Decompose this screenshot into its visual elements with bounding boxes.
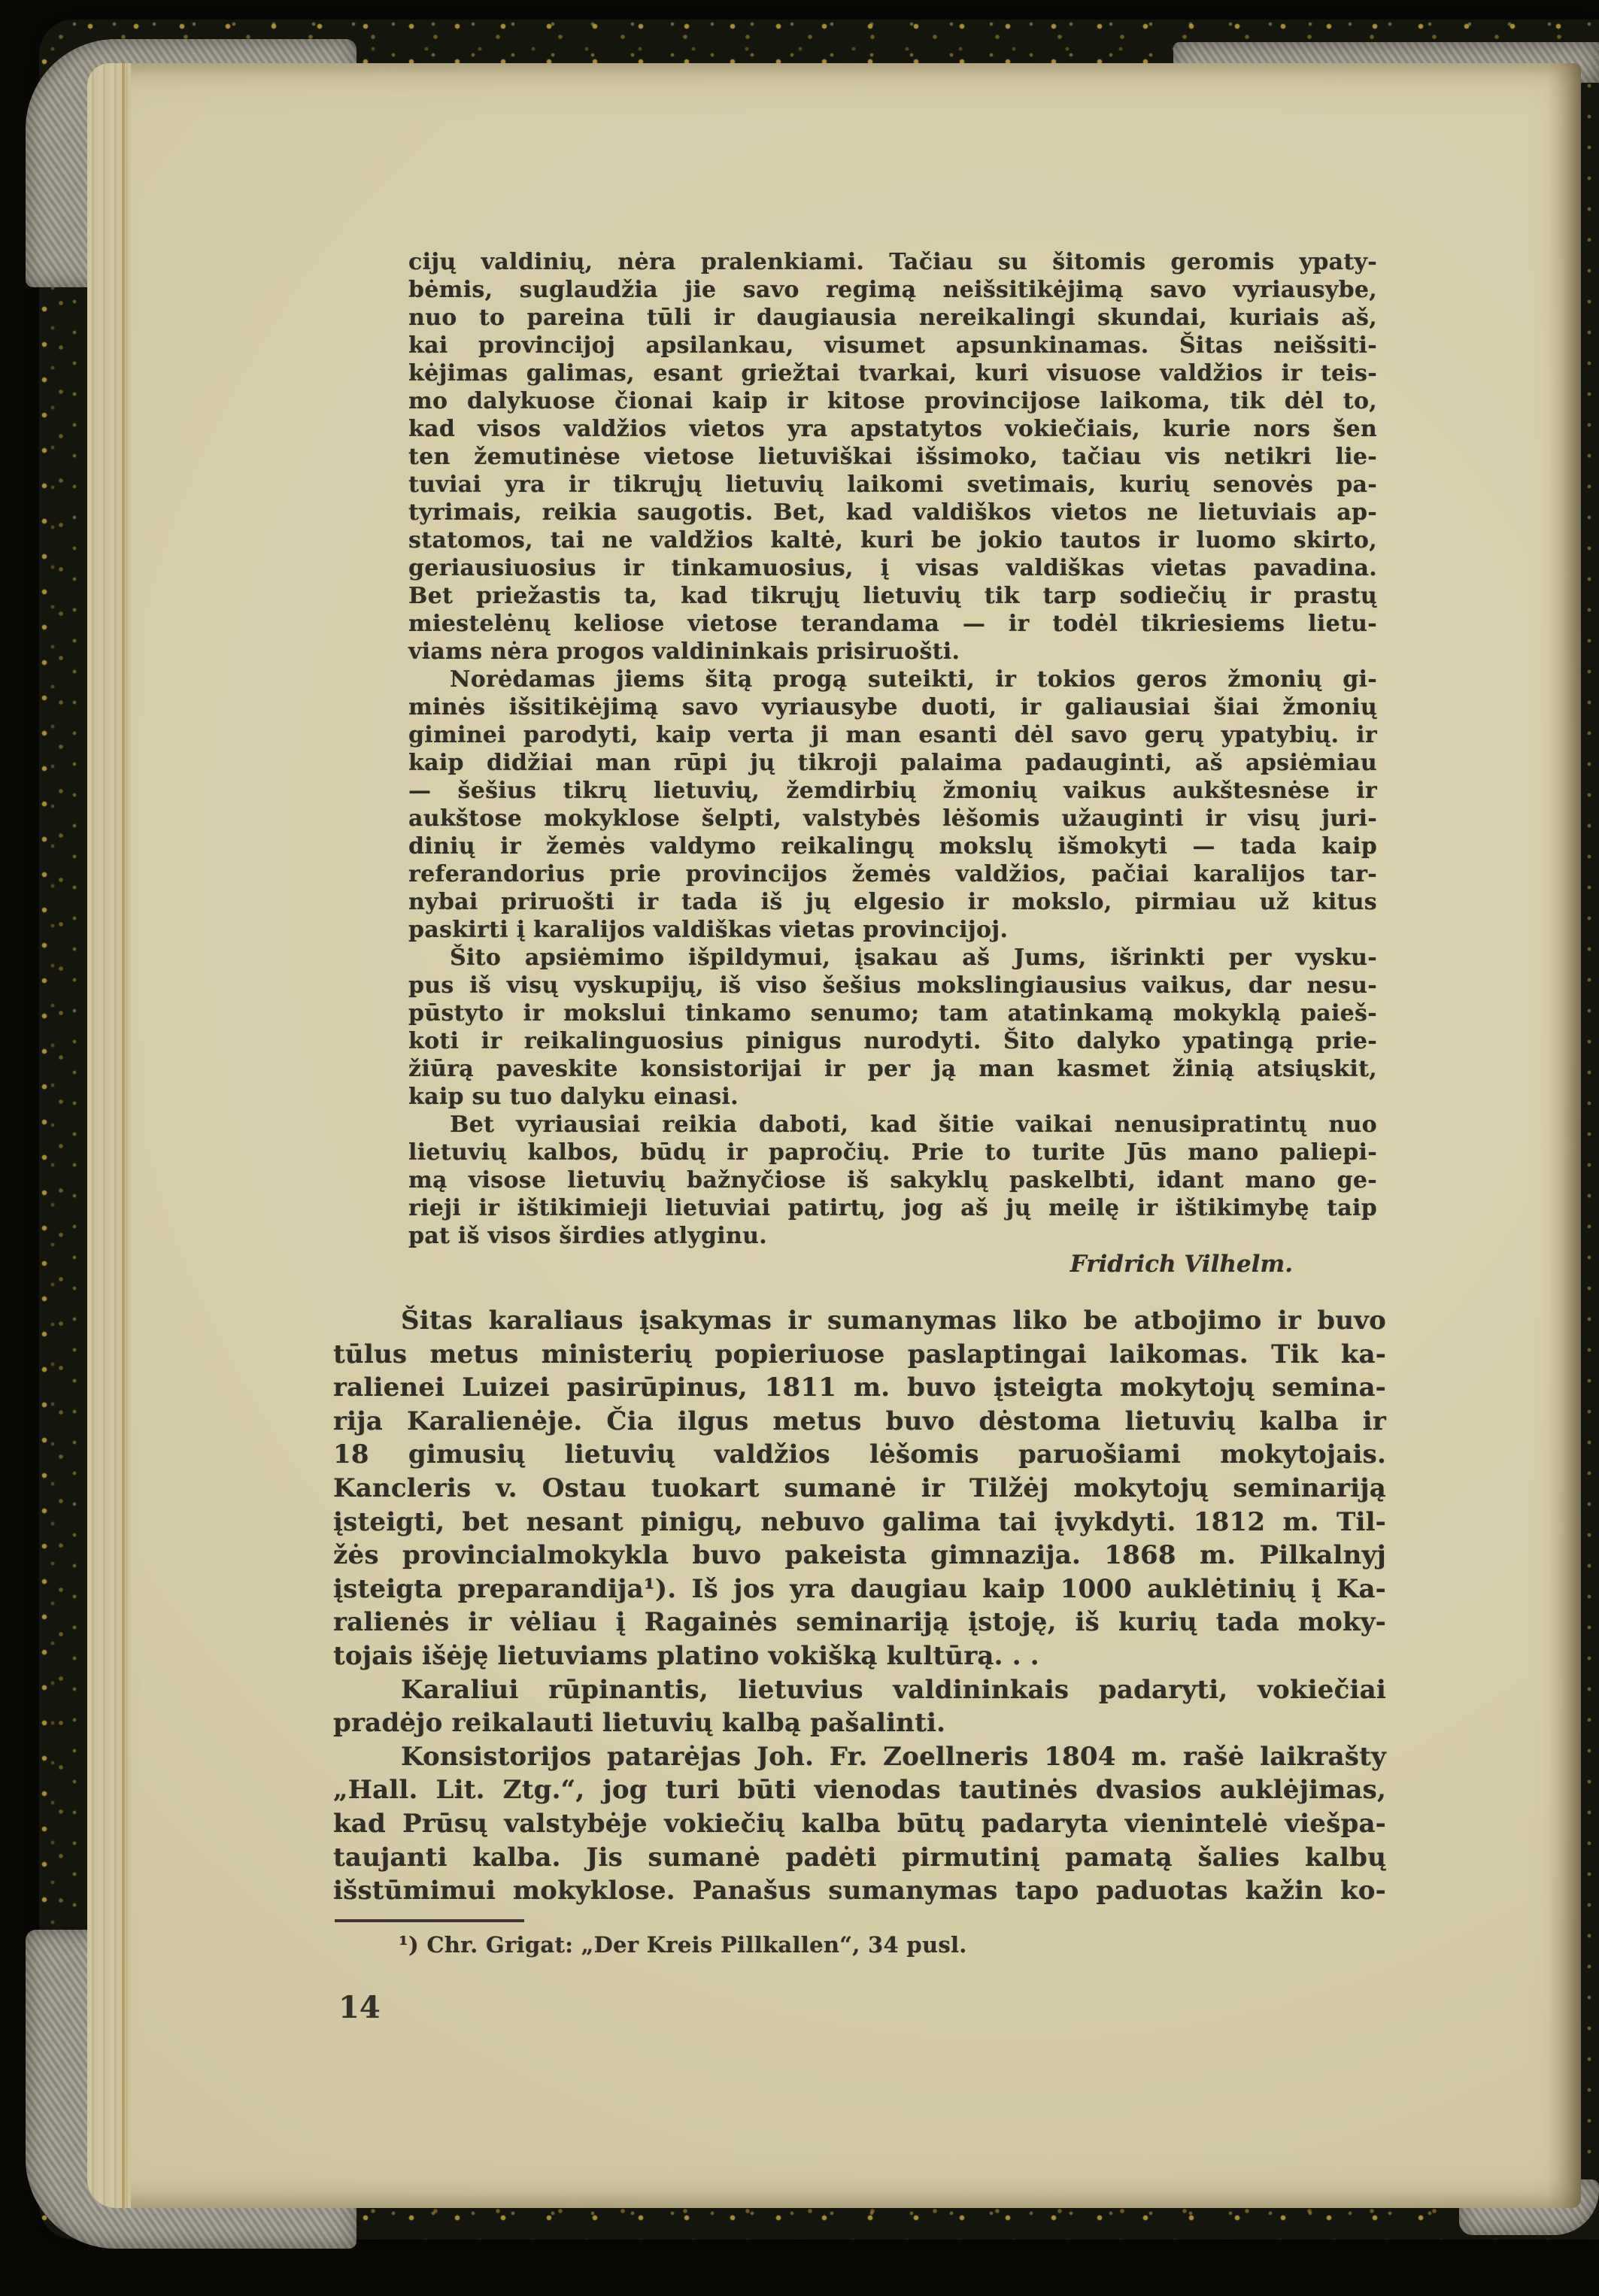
text-line: mą visose lietuvių bažnyčiose iš sakyklų paskelbti, idant mano ge- [408, 1167, 1377, 1193]
text-line: ralienei Luizei pasirūpinus, 1811 m. buvo įsteigta mokytojų semina- [333, 1372, 1386, 1403]
quote-paragraph [408, 248, 1377, 666]
text-line: kaip su tuo dalyku einasi. [408, 1084, 739, 1110]
page-edge-stack [87, 63, 131, 2208]
body-paragraph [333, 1740, 1386, 1908]
text-line: lietuvių kalbos, būdų ir papročių. Prie to turite Jūs mano paliepi- [408, 1139, 1377, 1166]
text-line: kai provincijoj apsilankau, visumet apsunkinamas. Šitas neišsiti- [408, 332, 1377, 359]
text-line: miestelėnų keliose vietose terandama — ir todėl tikriesiems lietu- [408, 611, 1377, 637]
text-line: rija Karalienėje. Čia ilgus metus buvo dėstoma lietuvių kalba ir [333, 1406, 1386, 1436]
page-number: 14 [338, 1990, 381, 2025]
text-line: viams nėra progos valdininkais prisiruošti. [408, 638, 960, 665]
body-paragraph [333, 1304, 1386, 1673]
text-line: įsteigti, bet nesant pinigų, nebuvo galima tai įvykdyti. 1812 m. Til- [333, 1506, 1386, 1537]
body-text [333, 1304, 1386, 1908]
book-page [87, 63, 1581, 2208]
footnote: ¹) Chr. Grigat: „Der Kreis Pillkallen“, 34 pusl. [399, 1932, 967, 1958]
text-line: 18 gimusių lietuvių valdžios lėšomis paruošiami mokytojais. [333, 1439, 1386, 1470]
text-line: išstūmimui mokyklose. Panašus sumanymas tapo paduotas kažin ko- [333, 1876, 1386, 1906]
text-line: nybai priruošti ir tada iš jų elgesio ir mokslo, pirmiau už kitus [408, 889, 1377, 915]
text-line: — šešius tikrų lietuvių, žemdirbių žmonių vaikus aukštesnėse ir [408, 778, 1377, 804]
royal-decree-quote [408, 248, 1377, 1250]
footnote-rule [335, 1919, 524, 1922]
text-line: Bet priežastis ta, kad tikrųjų lietuvių tik tarp sodiečių ir prastų [408, 583, 1377, 609]
text-line: Bet vyriausiai reikia daboti, kad šitie vaikai nenusipratintų nuo [450, 1112, 1377, 1138]
text-line: mo dalykuose čionai kaip ir kitose provincijose laikoma, tik dėl to, [408, 388, 1377, 414]
text-line: Kancleris v. Ostau tuokart sumanė ir Tilžėj mokytojų seminariją [333, 1473, 1386, 1503]
text-line: bėmis, suglaudžia jie savo regimą neišsitikėjimą savo vyriausybe, [408, 277, 1377, 303]
text-line: koti ir reikalinguosius pinigus nurodyti. Šito dalyko ypatingą prie- [408, 1028, 1377, 1054]
text-line: kad Prūsų valstybėje vokiečių kalba būtų padaryta vienintelė viešpa- [333, 1808, 1386, 1839]
text-line: Norėdamas jiems šitą progą suteikti, ir tokios geros žmonių gi- [450, 666, 1377, 693]
text-line: tuviai yra ir tikrųjų lietuvių laikomi svetimais, kurių senovės pa- [408, 472, 1377, 498]
quote-paragraph [408, 944, 1377, 1111]
quote-paragraph [408, 666, 1377, 944]
text-line: ralienės ir vėliau į Ragainės seminariją įstoję, iš kurių tada moky- [333, 1607, 1386, 1638]
text-line: dinių ir žemės valdymo reikalingų mokslų išmokyti — tada kaip [408, 833, 1377, 860]
text-line: tyrimais, reikia saugotis. Bet, kad valdiškos vietos ne lietuviais ap- [408, 499, 1377, 526]
text-line: pradėjo reikalauti lietuvių kalbą pašalinti. [333, 1708, 946, 1739]
text-line: Šitas karaliaus įsakymas ir sumanymas liko be atbojimo ir buvo [401, 1306, 1386, 1336]
text-line: rieji ir ištikimieji lietuviai patirtų, jog aš jų meilę ir ištikimybę taip [408, 1195, 1377, 1221]
text-line: aukštose mokyklose šelpti, valstybės lėšomis užauginti ir visų juri- [408, 805, 1377, 832]
page-gutter-fold [1548, 63, 1581, 2208]
text-line: taujanti kalba. Jis sumanė padėti pirmutinį pamatą šalies kalbų [333, 1842, 1386, 1873]
printed-text [333, 248, 1386, 1908]
text-line: ten žemutinėse vietose lietuviškai išsimoko, tačiau vis netikri lie- [408, 444, 1377, 470]
body-paragraph [333, 1673, 1386, 1740]
text-line: Karaliui rūpinantis, lietuvius valdininkais padaryti, vokiečiai [401, 1674, 1386, 1705]
text-line: įsteigta preparandija¹). Iš jos yra daugiau kaip 1000 auklėtinių į Ka- [333, 1573, 1386, 1604]
text-line: „Hall. Lit. Ztg.“, jog turi būti vienodas tautinės dvasios auklėjimas, [333, 1775, 1386, 1806]
text-line: pat iš visos širdies atlyginu. [408, 1223, 767, 1249]
text-line: pus iš visų vyskupijų, iš viso šešius mokslingiausius vaikus, dar nesu- [408, 972, 1377, 999]
text-line: pūstyto ir mokslui tinkamo senumo; tam atatinkamą mokyklą paieš- [408, 1000, 1377, 1027]
decree-signature: Fridrich Vilhelm. [1070, 1251, 1293, 1278]
text-line: nuo to pareina tūli ir daugiausia nereikalingi skundai, kuriais aš, [408, 305, 1377, 331]
text-line: kėjimas galimas, esant griežtai tvarkai, kuri visuose valdžios ir teis- [408, 360, 1377, 387]
text-line: giminei parodyti, kaip verta ji man esanti dėl savo gerų ypatybių. ir [408, 722, 1377, 748]
text-line: žiūrą paveskite konsistorijai ir per ją man kasmet žinią atsiųskit, [408, 1056, 1377, 1082]
text-line: referandorius prie provincijos žemės valdžios, pačiai karalijos tar- [408, 861, 1377, 887]
text-line: statomos, tai ne valdžios kaltė, kuri be jokio tautos ir luomo skirto, [408, 527, 1377, 554]
text-line: geriausiuosius ir tinkamuosius, į visas valdiškas vietas pavadina. [408, 555, 1377, 581]
text-line: Šito apsiėmimo išpildymui, įsakau aš Jums, išrinkti per vysku- [450, 945, 1377, 971]
text-line: paskirti į karalijos valdiškas vietas provincijoj. [408, 917, 1009, 943]
quote-paragraph [408, 1111, 1377, 1250]
text-line: tūlus metus ministerių popieriuose paslaptingai laikomas. Tik ka- [333, 1339, 1386, 1369]
text-line: cijų valdinių, nėra pralenkiami. Tačiau su šitomis geromis ypaty- [408, 249, 1377, 275]
text-line: minės išsitikėjimą savo vyriausybe duoti, ir galiausiai šiai žmonių [408, 694, 1377, 720]
text-line: kad visos valdžios vietos yra apstatytos vokiečiais, kurie nors šen [408, 416, 1377, 442]
text-line: tojais išėję lietuviams platino vokišką kultūrą. . . [333, 1640, 1039, 1671]
text-line: kaip didžiai man rūpi jų tikroji palaima padauginti, aš apsiėmiau [408, 750, 1377, 776]
text-line: žės provincialmokykla buvo pakeista gimnazija. 1868 m. Pilkalnyj [333, 1540, 1386, 1571]
text-line: Konsistorijos patarėjas Joh. Fr. Zoellneris 1804 m. rašė laikrašty [401, 1741, 1386, 1772]
